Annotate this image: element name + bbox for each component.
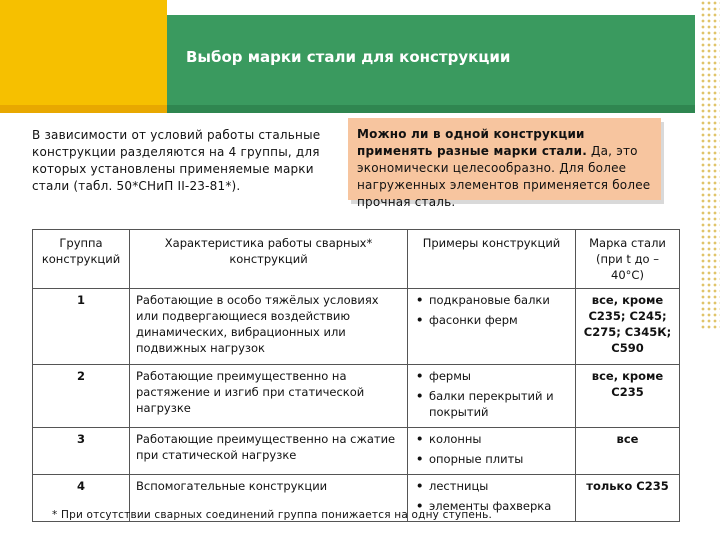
slide-title: Выбор марки стали для конструкции <box>186 48 511 66</box>
work-characteristics: Работающие преимущественно на сжатие при статической нагрузке <box>130 428 408 475</box>
example-item: • балки перекрытий и покрытий <box>414 388 569 420</box>
header-top-strip <box>167 0 695 15</box>
header-yellow-strip <box>0 105 167 113</box>
table-header-row <box>33 230 680 289</box>
table-row <box>33 289 680 365</box>
construction-examples <box>408 428 576 475</box>
column-header-group: Группа конструкций <box>33 230 130 289</box>
example-item: • фермы <box>414 368 569 384</box>
column-header-steel-grade: Марка стали (при t до –40°С) <box>576 230 680 289</box>
table-footnote: * При отсутствии сварных соединений группа понижается на одну ступень. <box>52 509 493 521</box>
example-item: • лестницы <box>414 478 569 494</box>
callout-question: Можно ли в одной конструкции применять разные марки стали. <box>357 127 588 158</box>
steel-grade: все, кроме С235 <box>576 365 680 428</box>
steel-grade: только С235 <box>576 475 680 522</box>
construction-examples <box>408 289 576 365</box>
group-number: 2 <box>33 365 130 428</box>
intro-text: В зависимости от условий работы стальные конструкции разделяются на 4 группы, для которых установлены применяемые марки стали (табл. 50*СНиП II-23-81*). <box>32 128 321 193</box>
header-yellow-block <box>0 0 167 105</box>
column-header-characteristics: Характеристика работы сварных* конструкций <box>130 230 408 289</box>
decorative-dot-pattern <box>700 0 720 330</box>
group-number: 1 <box>33 289 130 365</box>
work-characteristics: Работающие в особо тяжёлых условиях или подвергающиеся воздействию динамических, вибрационных или подвижных нагрузок <box>130 289 408 365</box>
header-green-strip <box>167 105 695 113</box>
example-item: • фасонки ферм <box>414 312 569 328</box>
steel-grade: все, кроме С235; С245; С275; С345К; С590 <box>576 289 680 365</box>
work-characteristics: Работающие преимущественно на растяжение и изгиб при статической нагрузке <box>130 365 408 428</box>
callout-box <box>348 118 661 209</box>
table-row <box>33 365 680 428</box>
group-number: 3 <box>33 428 130 475</box>
construction-examples <box>408 365 576 428</box>
column-header-examples: Примеры конструкций <box>408 230 576 289</box>
example-item: • элементы фахверка <box>414 498 569 514</box>
example-item: • колонны <box>414 431 569 447</box>
table-row <box>33 428 680 475</box>
steel-grade-table <box>32 229 680 522</box>
example-item: • опорные плиты <box>414 451 569 467</box>
group-number: 4 <box>33 475 130 522</box>
example-item: • подкрановые балки <box>414 292 569 308</box>
callout-answer: Да, это экономически целесообразно. Для более нагруженных элементов применяется более прочная сталь. <box>357 144 651 209</box>
steel-grade: все <box>576 428 680 475</box>
work-characteristics: Вспомогательные конструкции <box>130 475 408 522</box>
